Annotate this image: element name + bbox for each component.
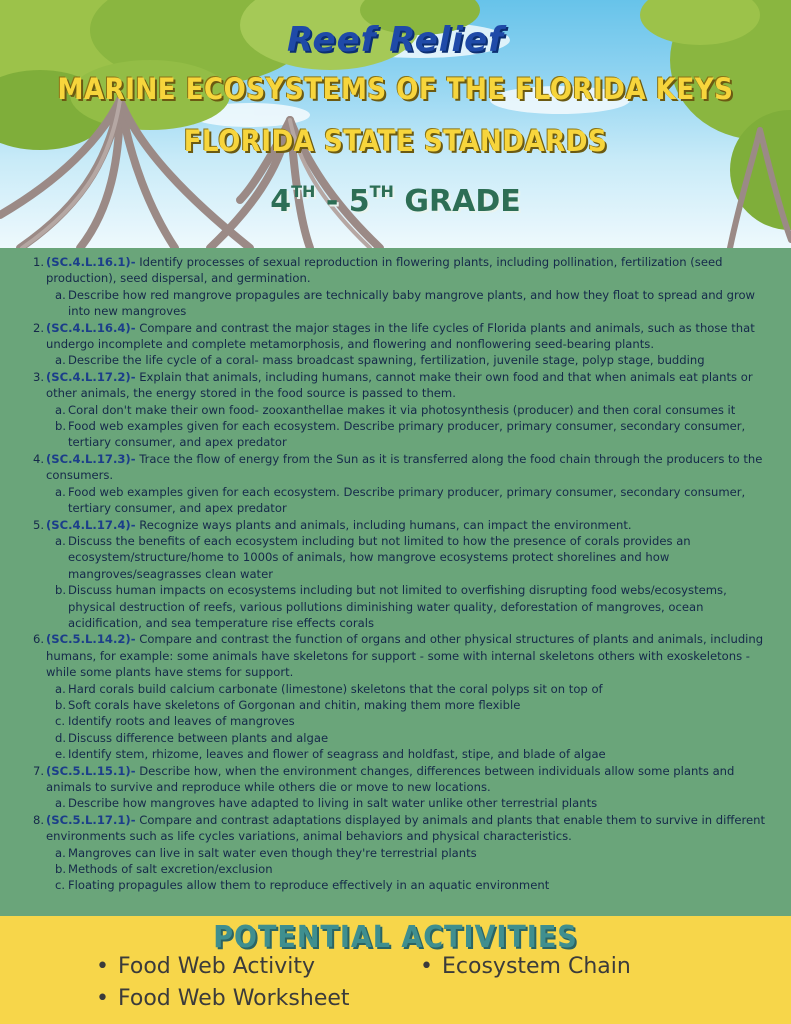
activities-section bbox=[0, 916, 791, 1024]
sub-item: Soft corals have skeletons of Gorgonan and chitin, making them more flexible bbox=[68, 697, 521, 712]
standard-code: (SC.4.L.16.1)- bbox=[46, 255, 136, 269]
standard-text: Compare and contrast the function of organs and other physical structures of plants and animals, including humans, for example: some animals have skeletons for support - some with internal skeletons others with exoskeletons - while some plants have stems for support. bbox=[46, 632, 764, 680]
standard-text: Describe how, when the environment changes, differences between individuals allow some plants and animals to survive and reproduce while others die or move to new locations. bbox=[46, 763, 735, 794]
sub-item: Coral don't make their own food- zooxanthellae makes it via photosynthesis (producer) and then coral consumes it bbox=[68, 402, 736, 417]
grade-sup-1: TH bbox=[291, 182, 316, 201]
sub-list bbox=[46, 402, 771, 451]
title-line-1: MARINE ECOSYSTEMS OF THE FLORIDA KEYS bbox=[57, 72, 734, 106]
sub-item: Describe the life cycle of a coral- mass broadcast spawning, fertilization, juvenile stage, polyp stage, budding bbox=[68, 353, 705, 368]
sub-list bbox=[46, 795, 771, 811]
brand-logo: Reef Relief bbox=[287, 20, 504, 60]
bullet-icon: • bbox=[96, 986, 109, 1011]
standard-item bbox=[46, 451, 771, 517]
sub-item: Food web examples given for each ecosystem. Describe primary producer, primary consumer, secondary consumer, tertiary consumer, and apex predator bbox=[68, 484, 746, 516]
standard-item bbox=[46, 517, 771, 632]
standard-code: (SC.5.L.17.1)- bbox=[46, 812, 136, 827]
standard-code: (SC.5.L.15.1)- bbox=[46, 763, 136, 778]
standard-text: Compare and contrast the major stages in the life cycles of Florida plants and animals, such as those that undergo incomplete and complete metamorphosis, and flowering and nonflowering seed-bearing plants. bbox=[46, 320, 755, 352]
grade-num-1: 4 bbox=[270, 184, 292, 219]
header-banner bbox=[0, 0, 791, 248]
activities-title: POTENTIAL ACTIVITIES bbox=[213, 920, 578, 955]
activity-item bbox=[420, 954, 631, 979]
standard-code: (SC.4.L.16.4)- bbox=[46, 320, 136, 335]
standard-text: Explain that animals, including humans, cannot make their own food and that when animals eat plants or other animals, the energy stored in the food source is passed to them. bbox=[46, 369, 753, 401]
sub-item: Describe how red mangrove propagules are technically baby mangrove plants, and how they float to spread and grow into new mangroves bbox=[68, 287, 756, 319]
sub-item: Identify roots and leaves of mangroves bbox=[68, 714, 295, 729]
standard-code: (SC.5.L.14.2)- bbox=[46, 632, 136, 647]
sub-list bbox=[46, 681, 771, 763]
activity-item bbox=[96, 986, 350, 1011]
standard-item bbox=[46, 763, 771, 812]
sub-item: Describe how mangroves have adapted to living in salt water unlike other terrestrial plants bbox=[68, 796, 598, 811]
sub-list bbox=[46, 484, 771, 517]
standard-text: Recognize ways plants and animals, including humans, can impact the environment. bbox=[135, 517, 632, 532]
grade-dash: - bbox=[315, 184, 349, 219]
standards-list bbox=[0, 248, 791, 894]
sub-item: Mangroves can live in salt water even though they're terrestrial plants bbox=[68, 845, 477, 860]
activity-label: Food Web Worksheet bbox=[118, 986, 350, 1011]
activity-label: Ecosystem Chain bbox=[442, 954, 631, 979]
sub-list bbox=[46, 533, 771, 631]
standards-section bbox=[0, 248, 791, 916]
standard-item bbox=[46, 254, 771, 320]
sub-list bbox=[46, 352, 771, 368]
sub-item: Hard corals build calcium carbonate (limestone) skeletons that the coral polyps sit on top of bbox=[68, 681, 603, 696]
sub-item: Identify stem, rhizome, leaves and flower of seagrass and holdfast, stipe, and blade of algae bbox=[68, 747, 606, 762]
sub-item: Methods of salt excretion/exclusion bbox=[68, 862, 273, 877]
grade-sup-2: TH bbox=[369, 182, 394, 201]
sub-item: Discuss human impacts on ecosystems including but not limited to overfishing disrupting food webs/ecosystems, physical destruction of reefs, various pollutions diminishing water quality, deforestation of mangroves, ocean acidification, and sea temperature rise effects corals bbox=[68, 583, 727, 630]
sub-item: Discuss difference between plants and algae bbox=[68, 730, 329, 745]
standard-text: Compare and contrast adaptations displayed by animals and plants that enable them to survive in different environments such as life cycles variations, animal behaviors and physical characteristics. bbox=[46, 812, 766, 844]
sub-list bbox=[46, 845, 771, 894]
standard-code: (SC.4.L.17.3)- bbox=[46, 451, 136, 466]
standard-code: (SC.4.L.17.4)- bbox=[46, 517, 136, 532]
sub-list bbox=[46, 287, 771, 320]
grade-word: GRADE bbox=[393, 184, 521, 219]
standard-item bbox=[46, 631, 771, 762]
grade-num-2: 5 bbox=[348, 184, 370, 219]
standard-item bbox=[46, 369, 771, 451]
title-line-2: FLORIDA STATE STANDARDS bbox=[183, 124, 608, 158]
standard-item bbox=[46, 812, 771, 894]
sub-item: Food web examples given for each ecosystem. Describe primary producer, primary consumer, secondary consumer, tertiary consumer, and apex predator bbox=[68, 419, 746, 450]
standard-text: Identify processes of sexual reproduction in flowering plants, including pollination, fertilization (seed production), seed dispersal, and germination. bbox=[46, 255, 723, 286]
sub-item: Floating propagules allow them to reproduce effectively in an aquatic environment bbox=[68, 878, 550, 893]
activity-label: Food Web Activity bbox=[118, 954, 315, 979]
grade-range bbox=[0, 182, 791, 219]
standard-code: (SC.4.L.17.2)- bbox=[46, 369, 136, 384]
bullet-icon: • bbox=[420, 954, 433, 979]
bullet-icon: • bbox=[96, 954, 109, 979]
standard-item bbox=[46, 320, 771, 369]
sub-item: Discuss the benefits of each ecosystem including but not limited to how the presence of corals provides an ecosystem/structure/home to 1000s of animals, how mangrove ecosystems protect shorelines and how mangroves/seagrasses clean water bbox=[68, 533, 691, 581]
activity-item bbox=[96, 954, 315, 979]
standard-text: Trace the flow of energy from the Sun as it is transferred along the food chain through the producers to the consumers. bbox=[46, 451, 763, 483]
